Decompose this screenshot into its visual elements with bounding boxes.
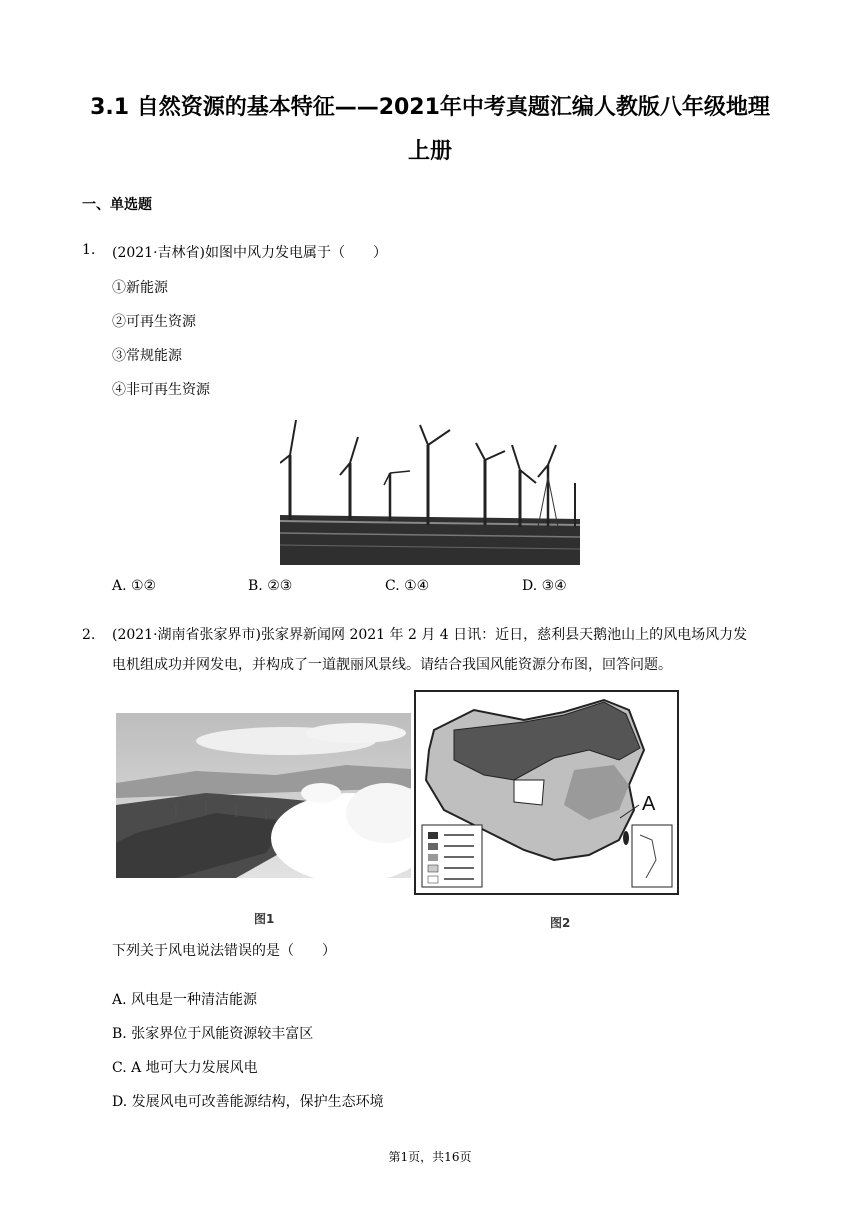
question-1-option-c: C. ①④ [385,578,430,594]
question-2-number: 2. [82,627,96,643]
question-1-number: 1. [82,242,96,258]
map-label-a: A [642,793,656,815]
question-1-item-4: ④非可再生资源 [112,382,210,398]
question-2-stem [112,620,782,680]
question-2-stem-line-2: 电机组成功并网发电，并构成了一道靓丽风景线。请结合我国风能资源分布图，回答问题。 [112,657,672,673]
question-2-option-d: D. 发展风电可改善能源结构，保护生态环境 [112,1094,384,1110]
question-1-option-d: D. ③④ [522,578,567,594]
question-2-option-c: C. A 地可大力发展风电 [112,1060,258,1076]
title-line-2: 上册 [407,139,452,164]
question-1-option-a: A. ①② [112,578,157,594]
document-title [60,86,800,174]
question-1-stem: (2021·吉林省)如图中风力发电属于（ ） [112,245,388,261]
question-2-stem-line-1: (2021·湖南省张家界市)张家界新闻网 2021 年 2 月 4 日讯：近日，慈利县天鹅池山上的风电场风力发 [112,627,748,643]
page-footer: 第1页，共16页 [388,1150,472,1164]
title-line-1: 3.1 自然资源的基本特征——2021年中考真题汇编人教版八年级地理 [90,95,770,120]
question-2-option-b: B. 张家界位于风能资源较丰富区 [112,1026,314,1042]
section-heading: 一、单选题 [82,197,152,213]
china-wind-resource-map [414,690,679,895]
wind-farm-mountain-photo [116,713,411,878]
figure-2-caption: 图2 [550,916,571,930]
question-1-item-1: ①新能源 [112,280,168,296]
figure-1-caption: 图1 [254,912,275,926]
question-1-item-2: ②可再生资源 [112,314,196,330]
question-2-option-a: A. 风电是一种清洁能源 [112,992,258,1008]
wind-turbines-photo [280,415,580,565]
question-1-option-b: B. ②③ [248,578,293,594]
question-2-prompt: 下列关于风电说法错误的是（ ） [112,943,336,959]
question-1-item-3: ③常规能源 [112,348,182,364]
